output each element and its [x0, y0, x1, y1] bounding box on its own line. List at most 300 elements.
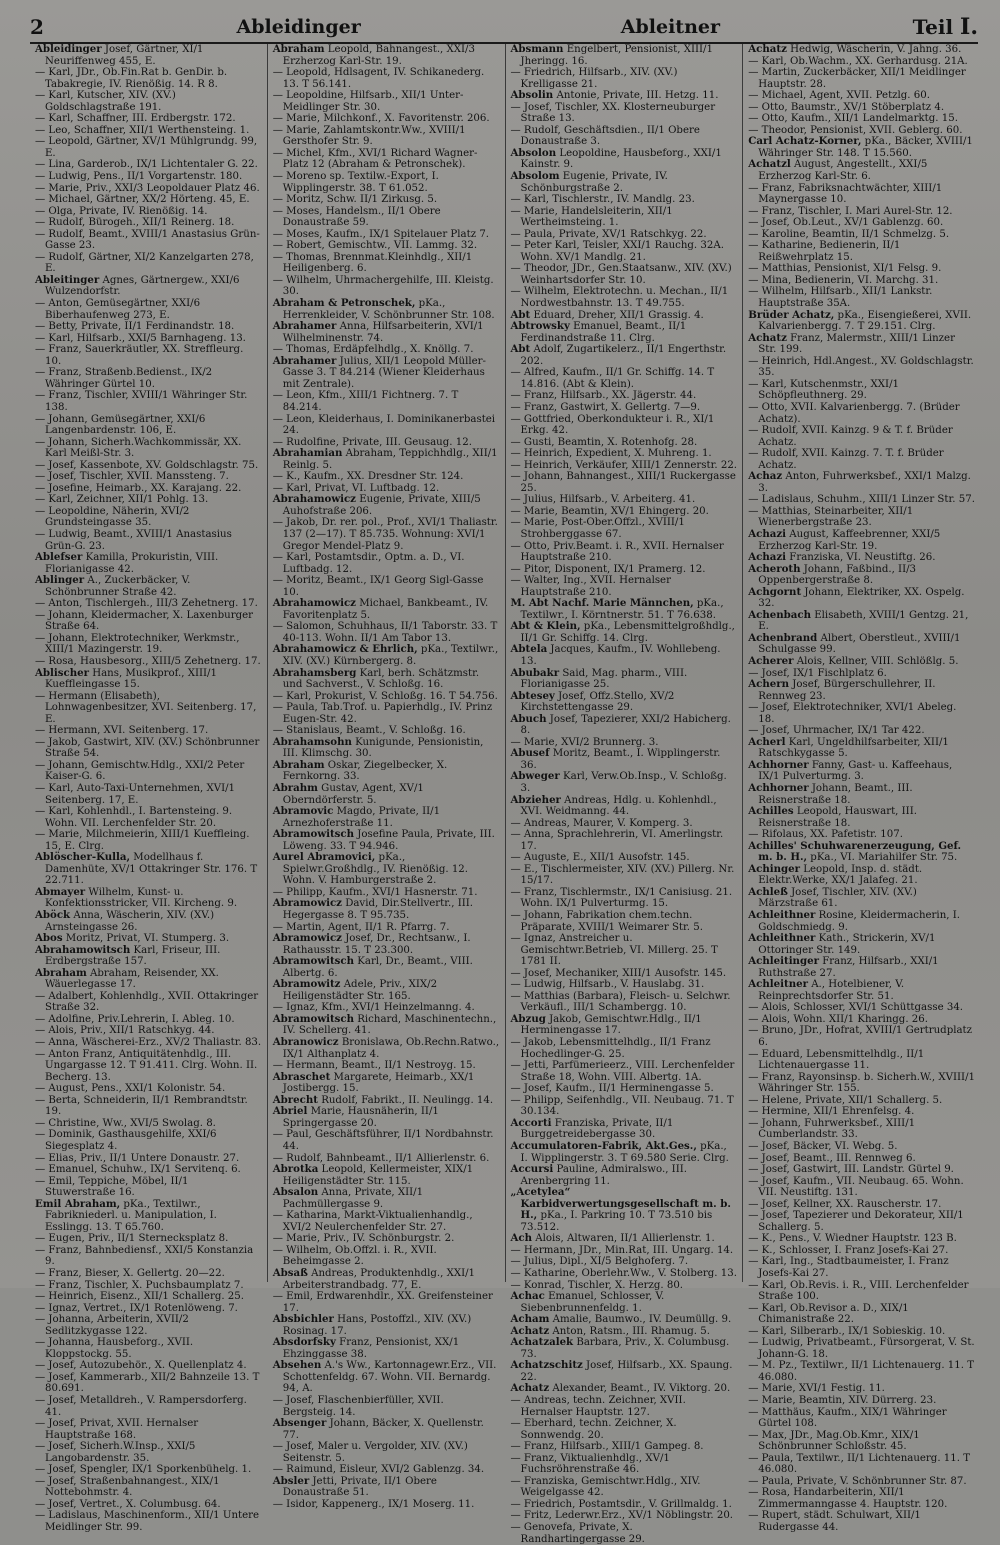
directory-entry: [273, 194, 500, 206]
entry-details: — Josef, Mechaniker, XIII/1 Ausofstr. 145.: [510, 967, 727, 979]
directory-entry: [748, 1164, 975, 1176]
directory-entry: [273, 1210, 500, 1233]
entry-details: — Karl, Ob.Revisor a. D., XIX/1 Chimanistraße 22.: [748, 1302, 909, 1326]
entry-details: — Ladislaus, Maschinenform., XII/1 Untere Meidlinger Str. 99.: [35, 1510, 260, 1533]
entry-details: — Marie, Priv., IV. Schönburgstr. 2.: [272, 1233, 455, 1245]
directory-entry: [748, 1106, 975, 1118]
directory-entry: [273, 125, 500, 148]
directory-entry: [511, 795, 738, 818]
directory-entry: [511, 1141, 738, 1164]
directory-entry: [273, 668, 500, 691]
directory-entry: [511, 668, 738, 691]
directory-entry: [748, 910, 975, 933]
entry-details: — Walter, Ing., XVII. Hernalser Hauptstraße 210.: [510, 575, 671, 598]
entry-details: — Rudolf, Beamt., XVIII/1 Anastasius Grün-Gasse 23.: [35, 228, 260, 252]
directory-entry: [273, 691, 500, 703]
directory-entry: [511, 1014, 738, 1037]
entry-surname: Absolin: [510, 89, 554, 102]
entry-surname: Carl Achatz-Korner,: [748, 135, 862, 148]
entry-surname: Acherer: [748, 654, 794, 667]
directory-entry: [273, 898, 500, 921]
entry-details: — Katharine, Bedienerin, II/1 Reißwehrplatz 15.: [748, 240, 901, 263]
entry-details: — Katharine, Oberlehr.Ww., V. Stolberg. 13.: [510, 1267, 737, 1279]
entry-details: A., Zuckerbäcker, V. Schönbrunner Straße 42.: [45, 575, 191, 598]
entry-details: — Philipp, Kaufm., XVI/1 Hasnerstr. 71.: [272, 886, 478, 898]
directory-entry: [748, 1233, 975, 1245]
entry-details: Andreas, Hdlg. u. Kohlenhdl., XVI. Weidmanng. 44.: [520, 794, 717, 818]
directory-entry: [273, 44, 500, 67]
entry-details: Pauline, Admiralswo., III. Arenbergring 11.: [520, 1164, 687, 1187]
entry-details: — Marie, Beamtin, XIV. Dürrerg. 23.: [748, 1394, 937, 1406]
entry-surname: Absdorfsky: [272, 1336, 336, 1349]
entry-details: — Josef, Gastwirt, III. Landstr. Gürtel 9.: [748, 1164, 954, 1176]
entry-details: — Hermine, XII/1 Ehrenfelsg. 4.: [748, 1106, 915, 1118]
entry-surname: Abramowitz: [272, 978, 341, 991]
entry-details: — Robert, Gemischtw., VII. Lammg. 32.: [272, 240, 478, 252]
entry-details: — Karl, Auto-Taxi-Unternehmen, XVI/1 Seitenberg. 17, E.: [35, 783, 236, 806]
entry-details: — Hermann (Elisabeth), Lohnwagenbesitzer, XVI. Seitenberg. 17, E.: [35, 690, 257, 725]
entry-surname: Absbichler: [272, 1313, 334, 1326]
entry-details: Bronislawa, Ob.Rechn.Ratwo., IX/1 Althanplatz 4.: [282, 1037, 500, 1060]
entry-details: — Eduard, Lebensmittelhdlg., II/1 Lichtenauergasse 11.: [748, 1048, 925, 1072]
directory-entry: [35, 1360, 262, 1372]
entry-surname: Abzieher: [510, 793, 561, 806]
entry-details: Rudolf, Fabrikt., II. Neulingg. 14.: [317, 1094, 494, 1106]
entry-details: Johann, Bäcker, X. Quellenstr. 77.: [282, 1418, 484, 1441]
directory-entry: [748, 1176, 975, 1199]
directory-entry: [273, 321, 500, 344]
entry-details: Wilhelm, Kunst- u. Konfektionsstricker, VII. Kircheng. 9.: [45, 886, 238, 910]
entry-details: — Michael, Gärtner, XX/2 Hörteng. 45, E.: [35, 194, 250, 206]
entry-details: — Karl, Kohlenhdl., I. Bartensteing. 9. Wohn. VII. Lerchenfelder Str. 20.: [35, 806, 233, 829]
entry-surname: M. Abt Nachf. Marie Männchen,: [510, 597, 694, 610]
directory-entry: [35, 1441, 262, 1464]
entry-surname: Ableidinger: [35, 43, 102, 55]
entry-details: — Moritz, Beamt., IX/1 Georg Sigl-Gasse 10.: [272, 575, 484, 598]
directory-entry: [273, 806, 500, 829]
entry-details: Karl, Ungeldhilfsarbeiter, XII/1 Ratschkygasse 5.: [758, 736, 949, 760]
entry-details: — Moritz, Schw. II/1 Zirkusg. 5.: [272, 194, 438, 206]
entry-details: — Philipp, Seifenhdlg., VII. Neubaug. 71. T 30.134.: [510, 1094, 734, 1118]
entry-surname: Achinger: [748, 862, 801, 875]
entry-details: Gustav, Agent, XV/1 Oberndörferstr. 5.: [282, 783, 424, 806]
directory-entry: [748, 506, 975, 529]
directory-entry: [511, 1383, 738, 1395]
directory-entry: [748, 529, 975, 552]
entry-details: — Karl, Silberarb., IX/1 Sobieskig. 10.: [748, 1325, 946, 1337]
entry-details: — Karl, Zeichner, XII/1 Pohlg. 13.: [35, 494, 209, 506]
entry-surname: Achatzschitz: [510, 1359, 583, 1372]
entry-details: Josef, Dr., Rechtsanw., I. Rathausstr. 15. T 23.300.: [282, 933, 471, 956]
directory-entry: [748, 1245, 975, 1257]
entry-details: — Paul, Geschäftsführer, II/1 Nordbahnstr. 44.: [272, 1129, 494, 1152]
directory-entry: [511, 864, 738, 887]
entry-details: Magdo, Private, II/1 Arnezhoferstraße 11.: [282, 806, 441, 829]
entry-details: Franziska, Private, II/1 Burggetreidebergasse 30.: [520, 1117, 674, 1141]
entry-surname: Absehen: [272, 1359, 322, 1372]
entry-surname: Abt: [510, 308, 531, 321]
entry-details: — Josef, Tapezierer und Dekorateur, XII/1 Schallerg. 5.: [748, 1210, 964, 1233]
entry-details: Albert, Oberstleut., XVIII/1 Schulgasse 99.: [758, 632, 961, 656]
entry-surname: Abos: [35, 932, 63, 945]
directory-entry: [273, 1106, 500, 1129]
directory-entry: [511, 933, 738, 968]
entry-details: — Karl, JDr., Ob.Fin.Rat b. GenDir. b. Tabakregie, IV. Rienößig. 14. R 8.: [35, 67, 228, 90]
entry-details: Antonie, Private, III. Hetzg. 11.: [553, 90, 719, 102]
directory-entry: [748, 1002, 975, 1014]
entry-details: — Marie, Post-Ober.Offzl., XVIII/1 Strohberggasse 67.: [510, 517, 685, 540]
directory-entry: [511, 517, 738, 540]
entry-details: — Marie, Milchkonf., X. Favoritenstr. 206.: [272, 113, 490, 125]
entry-details: — Leopoldine, Hilfsarb., XII/1 Unter-Meidlinger Str. 30.: [272, 90, 464, 113]
directory-entry: [511, 229, 738, 241]
entry-details: — Heinrich, Verkäufer, XIII/1 Zennerstr. 22.: [510, 459, 738, 471]
entry-details: — Rudolf, Bürogeh., XII/1 Reinerg. 18.: [35, 217, 235, 229]
directory-entry: [511, 1083, 738, 1095]
entry-details: — Hermann, XVI. Seitenberg. 17.: [35, 725, 209, 737]
directory-entry: [273, 1187, 500, 1210]
entry-surname: Acheroth: [748, 562, 801, 575]
entry-details: — Christine, Ww., XVI/5 Swolag. 8.: [35, 1117, 216, 1129]
entry-surname: Ablöscher-Kulla,: [35, 851, 131, 864]
entry-details: Hedwig, Wäscherin, V. Jahng. 36.: [786, 44, 962, 55]
entry-details: — Wilhelm, Hilfsarb., XII/1 Lankstr. Hauptstraße 35A.: [748, 286, 933, 310]
directory-entry: [511, 1510, 738, 1522]
directory-entry: [35, 171, 262, 183]
directory-entry: [748, 702, 975, 725]
entry-surname: Absler: [272, 1474, 310, 1487]
entry-details: — Leopold, Gärtner, XV/1 Mühlgrundg. 99, E.: [35, 136, 258, 159]
entry-details: Moritz, Beamt., I. Wipplingerstr. 36.: [520, 748, 721, 771]
directory-entry: [511, 1441, 738, 1453]
entry-surname: Achatz: [510, 1382, 550, 1395]
entry-details: — Andreas, techn. Zeichner, XVII. Hernalser Hauptstr. 127.: [510, 1394, 686, 1418]
entry-details: — Karl, Prokurist, V. Schloßg. 16. T 54.756.: [272, 690, 498, 702]
directory-entry: [273, 1418, 500, 1441]
entry-details: — Peter Karl, Teisler, XXI/1 Rauchg. 32A. Wohn. XV/1 Mandlg. 21.: [510, 240, 724, 263]
directory-entry: [748, 448, 975, 471]
entry-details: — Leon, Kfm., XIII/1 Fichtnerg. 7. T 84.214.: [272, 390, 459, 413]
directory-entry: [511, 414, 738, 437]
directory-entry: [273, 148, 500, 171]
entry-details: — Max, JDr., Mag.Ob.Kmr., XIX/1 Schönbrunner Schloßstr. 45.: [748, 1429, 920, 1453]
entry-details: — Leo, Schaffner, XII/1 Werthensteing. 1.: [35, 124, 250, 136]
entry-surname: Achatz: [748, 43, 787, 55]
entry-details: — M. Pz., Textilwr., II/1 Lichtenauerg. 11. T 46.080.: [748, 1360, 975, 1383]
entry-surname: Abrahamowicz: [272, 597, 356, 610]
directory-column-3: [506, 43, 744, 1545]
directory-entry: [273, 1233, 500, 1245]
directory-entry: [748, 425, 975, 448]
directory-entry: [511, 1337, 738, 1360]
directory-entry: [35, 298, 262, 321]
directory-entry: [511, 1256, 738, 1268]
entry-details: Anna, Hilfsarbeiterin, XVI/1 Wilhelminenstr. 74.: [282, 321, 484, 344]
directory-column-1: [30, 43, 268, 1533]
entry-details: pKa., Textilwr., XIV. (XV.) Kürnbergerg. 8.: [282, 644, 499, 667]
entry-details: — Marie, Zahlamtskontr.Ww., XVIII/1 Gersthofer Str. 9.: [272, 124, 466, 148]
entry-details: Eugenie, Private, XIII/5 Auhofstraße 206.: [282, 494, 481, 517]
directory-entry: [273, 1499, 500, 1511]
entry-details: — Josef, Privat, XVII. Hernalser Hauptstraße 168.: [35, 1418, 199, 1441]
directory-entry: [511, 344, 738, 367]
directory-entry: [35, 529, 262, 552]
entry-surname: Achleitner: [748, 978, 808, 991]
entry-surname: Achazi: [748, 527, 787, 540]
directory-entry: [273, 1441, 500, 1464]
directory-entry: [511, 621, 738, 644]
entry-details: — Friedrich, Hilfsarb., XIV. (XV.) Krelligasse 21.: [510, 67, 678, 90]
header-keywords: [236, 16, 720, 38]
directory-entry: [273, 1014, 500, 1037]
directory-entry: [273, 760, 500, 783]
entry-surname: Abrahamowitsch: [35, 943, 131, 956]
directory-entry: [748, 1326, 975, 1338]
directory-entry: [748, 1383, 975, 1395]
directory-entry: [273, 1164, 500, 1187]
entry-details: — Jakob, Lebensmittelhdlg., II/1 Franz Hochedlinger-G. 25.: [510, 1037, 711, 1060]
entry-details: — Pitor, Disponent, IX/1 Pramerg. 12.: [510, 563, 706, 575]
entry-details: Franz, Pensionist, XX/1 Ehzinggasse 38.: [282, 1337, 460, 1360]
entry-surname: Achatz: [510, 1324, 550, 1337]
entry-details: Margarete, Heimarb., XX/1 Jostibergg. 15.: [282, 1071, 475, 1095]
directory-entry: [273, 171, 500, 194]
entry-surname: Abramowitsch: [272, 828, 355, 841]
entry-details: — Heinrich, Eisenz., XII/1 Schallerg. 25.: [35, 1291, 245, 1303]
directory-entry: [748, 206, 975, 218]
entry-details: — Josef, Kaufm., II/1 Herminengasse 5.: [510, 1083, 714, 1095]
entry-details: — Bruno, JDr., Hofrat, XVIII/1 Gertrudplatz 6.: [748, 1025, 973, 1049]
entry-details: — Lina, Garderob., IX/1 Lichtentaler G. 22.: [35, 159, 258, 171]
directory-entry: [273, 1129, 500, 1152]
entry-details: pKa., Bäcker, XVIII/1 Währinger Str. 148. T 15.560.: [758, 136, 973, 159]
directory-entry: [35, 1164, 262, 1176]
directory-entry: [511, 748, 738, 771]
entry-details: — Josef, Autozubehör., X. Quellenplatz 4.: [35, 1360, 247, 1372]
directory-entry: [273, 1291, 500, 1314]
entry-details: — Martin, Zuckerbäcker, XII/1 Meidlinger Hauptstr. 28.: [748, 67, 966, 90]
directory-entry: [748, 1141, 975, 1153]
entry-details: — Rosa, Handarbeiterin, XII/1 Zimmermanngasse 4. Hauptstr. 120.: [748, 1487, 948, 1510]
directory-entry: [748, 1476, 975, 1488]
directory-entry: [273, 1476, 500, 1499]
directory-entry: [511, 263, 738, 286]
directory-entry: [35, 159, 262, 171]
entry-details: — Emanuel, Schuhw., IX/1 Servitenq. 6.: [35, 1164, 241, 1176]
directory-entry: [748, 183, 975, 206]
directory-entry: [273, 575, 500, 598]
entry-details: — Johann, Elektrotechniker, Werkmstr., XIII/1 Mazingerstr. 19.: [35, 632, 240, 656]
directory-entry: [511, 829, 738, 852]
directory-entry: [35, 1176, 262, 1199]
entry-details: — Eberhard, techn. Zeichner, X. Sonnwendg. 20.: [510, 1418, 677, 1441]
directory-entry: [511, 1453, 738, 1476]
entry-surname: Abraham & Petronschek,: [272, 297, 416, 310]
directory-entry: [35, 1153, 262, 1165]
directory-entry: [35, 668, 262, 691]
entry-surname: Abrahamsohn: [272, 735, 352, 748]
entry-details: — Adolfine, Priv.Lehrerin, I. Ableg. 10.: [35, 1013, 235, 1025]
entry-surname: Achazi: [748, 551, 787, 564]
entry-details: — Salomon, Schuhhaus, II/1 Taborstr. 33. T 40-113. Wohn. II/1 Am Tabor 13.: [272, 621, 498, 644]
entry-details: — Josef, Tischler, XVII. Manssteng. 7.: [35, 471, 229, 483]
directory-entry: [748, 610, 975, 633]
entry-details: — Josef, Elektrotechniker, XVI/1 Abeleg. 18.: [748, 702, 957, 725]
directory-entry: [511, 564, 738, 576]
entry-details: Marie, Hausnäherin, II/1 Springergasse 20.: [282, 1106, 439, 1129]
entry-details: — Johann, Fabrikation chem.techn. Präparate, XVIII/1 Weimarer Str. 5.: [510, 910, 703, 933]
entry-details: — Alfred, Kaufm., II/1 Gr. Schiffg. 14. T 14.816. (Abt & Klein).: [510, 367, 715, 390]
entry-details: — Rudolf, Gärtner, XI/2 Kanzelgarten 278, E.: [35, 251, 254, 275]
directory-entry: [35, 1245, 262, 1268]
entry-details: — K., Kaufm., XX. Dresdner Str. 124.: [272, 471, 464, 483]
entry-surname: Achhorner: [748, 782, 809, 794]
directory-entry: [273, 517, 500, 552]
entry-details: Modellhaus f. Damenhüte, XV/1 Ottakringer Str. 176. T 22.711.: [45, 852, 258, 887]
directory-entry: [511, 968, 738, 980]
entry-details: Andreas, Produktenhdlg., XXI/1 Arbeiterstrandbadg. 77, E.: [282, 1267, 476, 1291]
entry-surname: Abrotka: [272, 1163, 319, 1176]
entry-surname: Abrahm: [272, 782, 318, 794]
entry-details: — Josef, Bäcker, VI. Webg. 5.: [748, 1140, 898, 1152]
directory-entry: [35, 1118, 262, 1130]
entry-surname: „Acetylea“ Karbidverwertungsgesellschaft m. b. H.,: [510, 1186, 731, 1222]
directory-entry: [748, 1510, 975, 1533]
directory-entry: [748, 56, 975, 68]
part-label-text: Teil: [912, 15, 954, 39]
entry-surname: Achatz: [748, 331, 787, 344]
directory-entry: [748, 737, 975, 760]
entry-surname: Abzug: [510, 1012, 546, 1025]
directory-entry: [273, 1268, 500, 1291]
entry-details: — Katharina, Markt-Viktualienhandlg., XVI/2 Neulerchenfelder Str. 27.: [272, 1210, 473, 1233]
entry-details: pKa., VI. Mariahilfer Str. 75.: [807, 852, 958, 864]
entry-surname: Achenbrand: [748, 631, 818, 644]
entry-surname: Abubakr: [510, 666, 560, 679]
directory-entry: [273, 390, 500, 413]
entry-details: Kamilla, Prokuristin, VIII. Florianigasse 42.: [45, 552, 219, 575]
directory-entry: [511, 575, 738, 598]
entry-details: — Michel, Kfm., XVI/1 Richard Wagner-Platz 12 (Abraham & Petronschek).: [272, 147, 478, 171]
entry-details: Barbara, Priv., X. Columbusg. 73.: [520, 1337, 730, 1360]
entry-details: — Ladislaus, Schuhm., XIII/1 Linzer Str. 57.: [748, 494, 975, 506]
directory-entry: [748, 933, 975, 956]
directory-entry: [35, 806, 262, 829]
directory-entry: [35, 1418, 262, 1441]
directory-entry: [35, 483, 262, 495]
entry-details: — Ignaz, Anstreicher u. Gemischtwr.Betrieb, VI. Millerg. 25. T 1781 II.: [510, 933, 718, 968]
directory-entry: [273, 621, 500, 644]
entry-surname: Abtrowsky: [510, 320, 570, 333]
directory-entry: [511, 240, 738, 263]
entry-surname: Achern: [748, 678, 790, 691]
entry-details: — Auguste, E., XII/1 Ausofstr. 145.: [510, 852, 690, 864]
directory-entry: [511, 1037, 738, 1060]
directory-entry: [748, 887, 975, 910]
directory-entry: [748, 656, 975, 668]
entry-details: — Wilhelm, Uhrmachergehilfe, III. Kleistg. 30.: [272, 274, 494, 298]
entry-details: — Josef, Kellner, XX. Rauscherstr. 17.: [748, 1198, 942, 1210]
entry-details: — Leopold, Hdlsagent, IV. Schikanederg. 13. T 56.141.: [272, 67, 485, 90]
entry-details: — August, Pens., XXI/1 Kolonistr. 54.: [35, 1083, 226, 1095]
directory-entry: [511, 44, 738, 67]
directory-entry: [511, 171, 738, 194]
directory-entry: [273, 829, 500, 852]
entry-surname: Abtesey: [510, 689, 555, 702]
directory-entry: [273, 90, 500, 113]
entry-surname: Ablischer: [35, 666, 89, 679]
entry-details: — Heinrich, Expedient, X. Muhreng. 1.: [510, 448, 712, 460]
directory-entry: [273, 644, 500, 667]
entry-details: — Anna, Wäscherei-Erz., XV/2 Thaliastr. 83.: [35, 1037, 262, 1049]
directory-entry: [35, 1083, 262, 1095]
directory-entry: [35, 1095, 262, 1118]
entry-details: — Leon, Kleiderhaus, I. Dominikanerbastei 24.: [272, 413, 496, 437]
directory-entry: [511, 910, 738, 933]
entry-details: — Johanna, Hausbeforg., XVII. Kloppstockg. 55.: [35, 1337, 194, 1360]
directory-entry: [35, 321, 262, 333]
entry-details: Karl, Friseur, III. Erdbergstraße 157.: [45, 944, 221, 968]
entry-details: Jetti, Private, II/1 Obere Donaustraße 51.: [282, 1475, 437, 1499]
entry-details: — Josef, Kaufm., VII. Neubaug. 65. Wohn. VII. Neustiftg. 131.: [748, 1175, 964, 1199]
entry-details: Adolf, Zugartikelerz., II/1 Engerthstr. 202.: [520, 344, 727, 367]
directory-entry: [748, 1395, 975, 1407]
entry-details: — Johanna, Arbeiterin, XVII/2 Sedlitzkygasse 122.: [35, 1314, 189, 1337]
directory-entry: [273, 471, 500, 483]
entry-details: — Raimund, Eisleur, XVI/2 Gablenzg. 34.: [272, 1464, 485, 1476]
entry-details: — Anton, Gemüsegärtner, XXI/6 Biberhaufenweg 273, E.: [35, 298, 201, 321]
directory-entry: [35, 252, 262, 275]
entry-details: Anna, Private, XII/1 Pachmüllergasse 9.: [282, 1187, 424, 1210]
entry-details: — Franz, Bahnbediensf., XXI/5 Konstanzia 9.: [35, 1244, 254, 1268]
entry-surname: Abrecht: [272, 1093, 318, 1106]
entry-surname: Abrahamer: [272, 354, 337, 367]
entry-details: — Moses, Handelsm., II/1 Obere Donaustraße 59.: [272, 205, 441, 229]
entry-details: — Johann, Gemischtw.Hdlg., XXI/2 Peter Kaiser-G. 6.: [35, 759, 245, 783]
directory-entry: [273, 67, 500, 90]
entry-details: Kath., Strickerin, XV/1 Ottoringer Str. 149.: [758, 933, 936, 956]
directory-entry: [511, 644, 738, 667]
entry-surname: Abramowicz: [272, 932, 342, 945]
entry-details: A., Hotelbiener, V. Reinprechtsdorfer Str. 51.: [758, 979, 905, 1002]
directory-entry: [35, 437, 262, 460]
directory-entry: [273, 414, 500, 437]
entry-surname: Absalon: [272, 1186, 319, 1199]
directory-entry: [748, 471, 975, 494]
directory-entry: [35, 229, 262, 252]
entry-details: Franziska, VI. Neustiftg. 26.: [786, 552, 936, 564]
entry-details: — Wilhelm, Elektrotechn. u. Mechan., II/1 Nordwestbahnstr. 13. T 49.755.: [510, 286, 729, 310]
entry-surname: Abt & Klein,: [510, 620, 581, 633]
directory-column-4: [743, 43, 980, 1533]
entry-details: — Marie, Milchmeierin, XIII/1 Kueffleing. 15, E. Clrg.: [35, 829, 250, 852]
entry-details: Josefine Paula, Private, III. Löweng. 33. T 94.946.: [282, 829, 495, 852]
directory-entry: [511, 506, 738, 518]
entry-surname: Achleithner: [748, 909, 816, 922]
entry-details: — Helene, Private, XII/1 Schallerg. 5.: [748, 1094, 943, 1106]
directory-entry: [35, 829, 262, 852]
entry-details: Johann, Beamt., III. Reisnerstraße 18.: [758, 783, 913, 806]
entry-details: — Franz, Gastwirt, X. Gellertg. 7—9.: [510, 401, 701, 413]
directory-entry: [35, 552, 262, 575]
entry-details: — Matthias (Barbara), Fleisch- u. Selchwr. Verkäufl., III/1 Schambergg. 10.: [510, 990, 731, 1014]
directory-entry: [748, 333, 975, 356]
directory-entry: [35, 344, 262, 367]
entry-details: — Hermann, JDr., Min.Rat, III. Ungarg. 14.: [510, 1244, 734, 1256]
entry-surname: Achaz: [748, 470, 783, 483]
entry-details: — Karl, Tischlerstr., IV. Mandlg. 23.: [510, 194, 695, 206]
entry-surname: Accumulatoren-Fabrik, Akt.Ges.,: [510, 1139, 697, 1152]
